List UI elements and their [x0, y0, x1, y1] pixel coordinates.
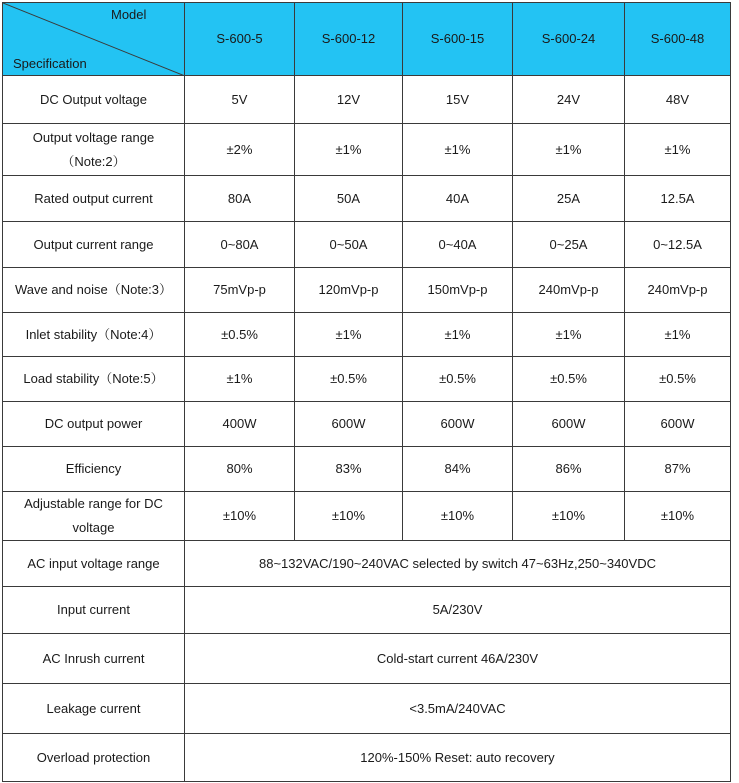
wide-row	[3, 734, 731, 782]
value-cell: 24V	[513, 76, 625, 124]
wide-row	[3, 587, 731, 634]
model-header-cell: S-600-5	[185, 3, 295, 76]
value-cell: 240mVp-p	[513, 268, 625, 313]
value-cell: 0~40A	[403, 222, 513, 268]
value-cell: 87%	[625, 447, 731, 492]
value-cell: ±10%	[403, 492, 513, 541]
value-cell: 48V	[625, 76, 731, 124]
value-cell: ±0.5%	[295, 357, 403, 402]
value-cell: ±1%	[403, 313, 513, 357]
header-corner-cell	[3, 3, 185, 76]
spec-row	[3, 357, 731, 402]
row-label: Inlet stability（Note:4）	[3, 313, 185, 357]
specification-header-label: Specification	[13, 56, 87, 71]
spec-row	[3, 492, 731, 541]
row-label: DC Output voltage	[3, 76, 185, 124]
spec-row	[3, 402, 731, 447]
row-label: Output current range	[3, 222, 185, 268]
wide-value-cell: Cold-start current 46A/230V	[185, 634, 731, 684]
wide-value-cell: 120%-150% Reset: auto recovery	[185, 734, 731, 782]
row-label: Leakage current	[3, 684, 185, 734]
value-cell: ±2%	[185, 124, 295, 176]
row-label: Efficiency	[3, 447, 185, 492]
value-cell: 0~25A	[513, 222, 625, 268]
value-cell: 0~50A	[295, 222, 403, 268]
value-cell: 0~12.5A	[625, 222, 731, 268]
value-cell: 80A	[185, 176, 295, 222]
value-cell: 40A	[403, 176, 513, 222]
value-cell: ±1%	[625, 124, 731, 176]
spec-row	[3, 222, 731, 268]
value-cell: 12V	[295, 76, 403, 124]
value-cell: 75mVp-p	[185, 268, 295, 313]
wide-value-cell: 5A/230V	[185, 587, 731, 634]
row-label: Rated output current	[3, 176, 185, 222]
value-cell: ±0.5%	[185, 313, 295, 357]
row-label	[3, 124, 185, 176]
spec-row	[3, 124, 731, 176]
value-cell: ±0.5%	[513, 357, 625, 402]
row-label-line: voltage	[72, 520, 115, 535]
value-cell: 600W	[295, 402, 403, 447]
value-cell: ±1%	[513, 124, 625, 176]
model-header-cell: S-600-12	[295, 3, 403, 76]
value-cell: ±1%	[513, 313, 625, 357]
value-cell: ±0.5%	[625, 357, 731, 402]
value-cell: 600W	[403, 402, 513, 447]
spec-table	[2, 2, 731, 782]
value-cell: 50A	[295, 176, 403, 222]
value-cell: ±1%	[625, 313, 731, 357]
row-label	[3, 492, 185, 541]
row-label: Input current	[3, 587, 185, 634]
spec-row	[3, 76, 731, 124]
row-label: AC input voltage range	[3, 541, 185, 587]
value-cell: 0~80A	[185, 222, 295, 268]
value-cell: 5V	[185, 76, 295, 124]
value-cell: ±10%	[185, 492, 295, 541]
row-label: DC output power	[3, 402, 185, 447]
wide-value-cell: 88~132VAC/190~240VAC selected by switch 47~63Hz,250~340VDC	[185, 541, 731, 587]
value-cell: 120mVp-p	[295, 268, 403, 313]
model-header-cell: S-600-48	[625, 3, 731, 76]
value-cell: ±10%	[295, 492, 403, 541]
value-cell: ±0.5%	[403, 357, 513, 402]
model-header-cell: S-600-24	[513, 3, 625, 76]
wide-row	[3, 634, 731, 684]
value-cell: 150mVp-p	[403, 268, 513, 313]
row-label: AC Inrush current	[3, 634, 185, 684]
value-cell: ±10%	[513, 492, 625, 541]
spec-row	[3, 268, 731, 313]
value-cell: 600W	[513, 402, 625, 447]
spec-row	[3, 176, 731, 222]
header-row	[3, 3, 731, 76]
wide-value-cell: <3.5mA/240VAC	[185, 684, 731, 734]
row-label-line: （Note:2）	[61, 153, 126, 169]
spec-table-container	[2, 2, 731, 782]
wide-row	[3, 541, 731, 587]
value-cell: 400W	[185, 402, 295, 447]
row-label: Wave and noise（Note:3）	[3, 268, 185, 313]
row-label: Load stability（Note:5）	[3, 357, 185, 402]
value-cell: ±1%	[295, 313, 403, 357]
value-cell: ±10%	[625, 492, 731, 541]
value-cell: 600W	[625, 402, 731, 447]
model-header-cell: S-600-15	[403, 3, 513, 76]
row-label-line: Adjustable range for DC	[24, 496, 163, 511]
value-cell: 83%	[295, 447, 403, 492]
spec-row	[3, 447, 731, 492]
model-header-label: Model	[111, 7, 147, 22]
wide-row	[3, 684, 731, 734]
value-cell: ±1%	[185, 357, 295, 402]
value-cell: 12.5A	[625, 176, 731, 222]
row-label: Overload protection	[3, 734, 185, 782]
value-cell: ±1%	[403, 124, 513, 176]
value-cell: 25A	[513, 176, 625, 222]
spec-row	[3, 313, 731, 357]
value-cell: 84%	[403, 447, 513, 492]
value-cell: 80%	[185, 447, 295, 492]
value-cell: 15V	[403, 76, 513, 124]
value-cell: 86%	[513, 447, 625, 492]
value-cell: 240mVp-p	[625, 268, 731, 313]
row-label-line: Output voltage range	[32, 129, 155, 145]
value-cell: ±1%	[295, 124, 403, 176]
